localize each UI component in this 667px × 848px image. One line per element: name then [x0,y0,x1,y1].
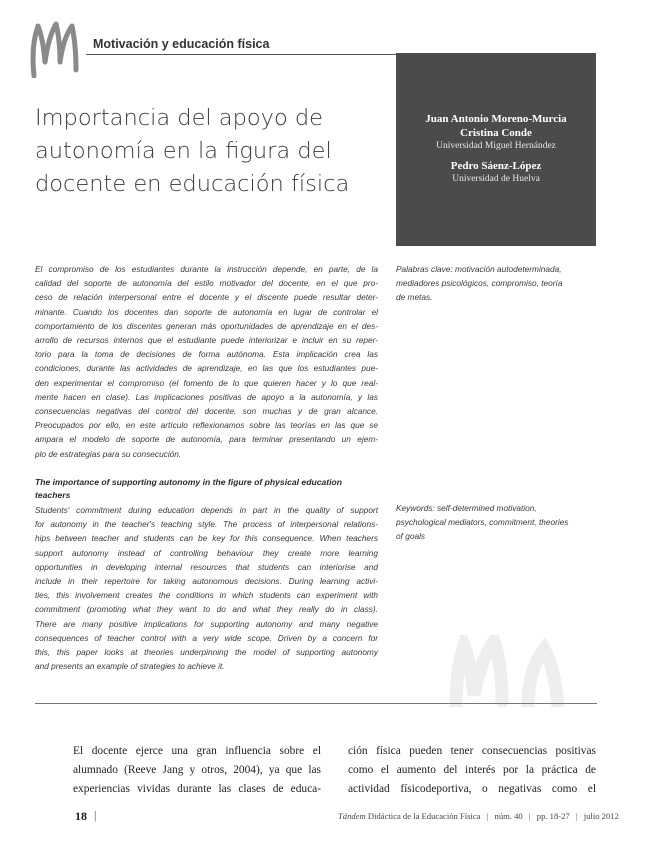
article-title [35,102,385,201]
author-name: Pedro Sáenz-López [450,160,542,172]
abstract-line: ties, this involvement creates the conditions in which students can experiment with [35,590,378,601]
abstract-title-line: teachers [35,490,71,500]
keywords-line: Palabras clave: motivación autodeterminada, [396,264,562,274]
author-box [396,53,596,246]
tandem-watermark-icon [448,635,578,707]
page-separator: | [94,808,97,822]
abstract-line: hips between teacher and students can be key for this consequence. When teachers [35,533,378,544]
author-affiliation: Universidad de Huelva [452,174,540,184]
keywords-line: Keywords: self-determined motivation, [396,503,537,513]
abstract-line: torio para la toma de decisiones de forma autónoma. Esta implicación crea las [35,349,378,360]
journal-subtitle: Didáctica de la Educación Física [367,811,481,821]
keywords-line: of goals [396,531,426,541]
issue-date: julio 2012 [583,811,619,821]
tandem-m-logo-icon [28,18,86,78]
abstract-line: ceso de relación interpersonal entre el docente y el discente puede resultar deter- [35,292,378,303]
abstract-title-line: The importance of supporting autonomy in the figure of physical education [35,477,343,487]
body-divider [35,703,597,704]
abstract-line: include in their repertoire for taking autonomous decisions. During learning activi- [35,576,378,587]
title-line: autonomía en la figura del [35,138,332,164]
footer-separator: | [486,811,489,821]
abstract-line: Preocupados por ello, en este artículo reflexionamos sobre las teorías en las que se [35,420,378,431]
page-range: pp. 18-27 [536,811,570,821]
issue-number: núm. 40 [494,811,523,821]
abstract-line: mente hacen en clase). Las implicaciones positivas de apoyo a la autonomía, y las [35,391,378,402]
abstract-line: plo de estrategias para su consecución. [35,448,182,459]
footer-separator: | [528,811,531,821]
body-line: actividad físicodeportiva, o negativas como el [348,783,596,795]
abstract-english-title [35,476,380,502]
header-rule [86,54,396,55]
abstract-english [35,503,378,673]
abstract-line: for autonomy in the teacher's teaching style. The process of interpersonal relations- [35,519,378,530]
abstract-line: and presents an example of strategies to achieve it. [35,661,225,672]
section-label: Motivación y educación física [93,37,270,51]
title-line: Importancia del apoyo de [35,105,324,131]
abstract-line: arrollo de recursos internos que el estudiante puede interiorizar e incluir en su reper- [35,335,378,346]
body-column-left [73,742,321,799]
body-line: El docente ejerce una gran influencia sobre el [73,745,321,757]
abstract-line: Students' commitment during education depends in part in the quality of support [35,505,378,515]
footer-separator: | [575,811,578,821]
journal-name: Tándem [338,811,366,821]
abstract-line: consequences of teacher control with a very wide scope. Driven by a concern for [35,632,378,643]
author-name: Juan Antonio Moreno-Murcia [425,113,567,125]
author-name: Cristina Conde [460,127,532,139]
body-line: experiencias vividas durante las clases de educa- [73,783,321,795]
body-line: alumnado (Reeve Jang y otros, 2004), ya que las [73,764,321,776]
abstract-line: opportunities in developing internal resources that students can interiorise and [35,561,378,572]
abstract-line: support autonomy instead of controlling behaviour they create more learning [35,547,378,558]
keywords-line: psychological mediators, commitment, theories [396,517,569,527]
abstract-line: den experimentar el compromiso (el fomento de lo que quieren hacer y lo que real- [35,377,378,388]
abstract-line: comportamiento de los discentes generan más oportunidades de aprendizaje en el des- [35,320,378,331]
author-affiliation: Universidad Miguel Hernández [436,141,556,151]
abstract-line: minante. Cuando los docentes dan soporte de autonomía en lugar de controlar el [35,306,378,317]
keywords-english [396,501,596,543]
abstract-line: consecuencias negativas del control del docente, son muchas y de gran alcance. [35,406,378,417]
abstract-line: condiciones, durante las actividades de aprendizaje, en las que los estudiantes pue- [35,363,378,374]
abstract-line: this, this paper looks at theories underpinning the model of supporting autonomy [35,647,378,658]
keywords-spanish [396,262,596,304]
body-column-right [348,742,596,799]
abstract-line: There are many positive implications for supporting autonomy and many negative [35,618,378,629]
abstract-spanish [35,262,378,461]
abstract-line: El compromiso de los estudiantes durante la instrucción depende, en parte, de la [35,264,378,274]
keywords-line: mediadores psicológicos, compromiso, teoría [396,278,563,288]
body-line: ción física pueden tener consecuencias positivas [348,745,596,757]
body-line: como el aumento del interés por la práctica de [348,764,596,776]
abstract-line: ampara el modelo de soporte de autonomía, para terminar presentando un ejem- [35,434,378,445]
abstract-line: calidad del soporte de autonomía del estilo motivador del docente, en el que pro- [35,278,378,289]
abstract-line: commitment (promoting what they want to do and what they really do in class). [35,604,378,615]
keywords-line: de metas. [396,292,433,302]
journal-footer [338,811,619,821]
page-number: 18 [75,809,87,823]
title-line: docente en educación física [35,171,350,197]
